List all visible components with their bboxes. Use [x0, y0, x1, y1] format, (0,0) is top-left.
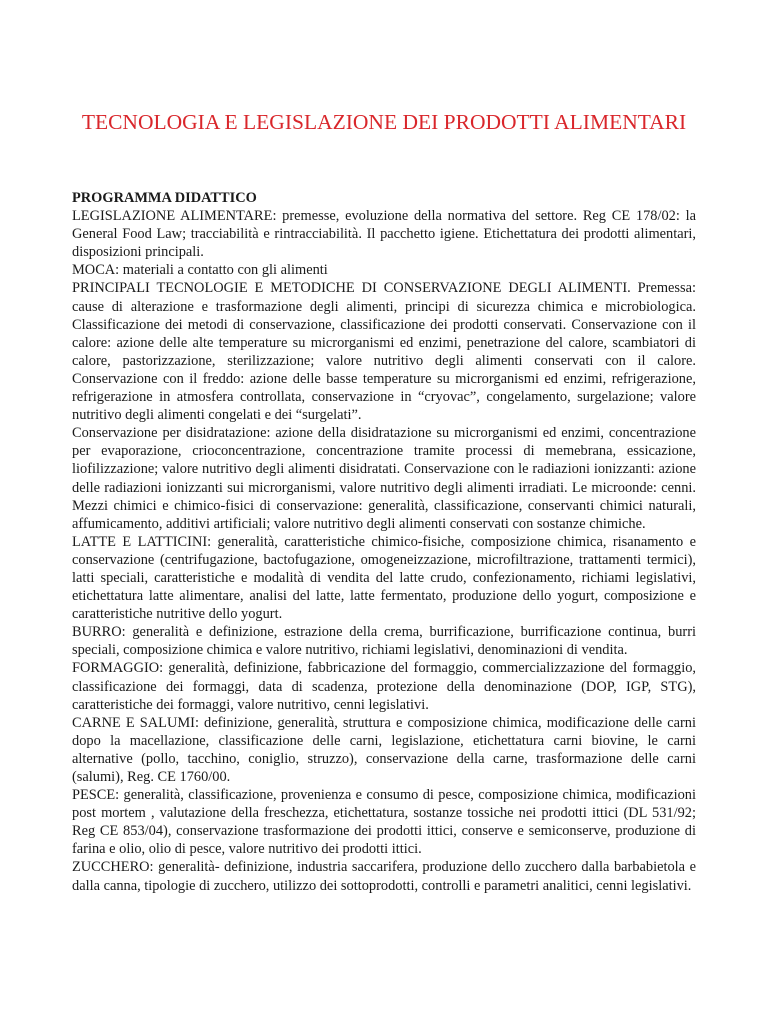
- paragraph-zucchero: ZUCCHERO: generalità- definizione, industria saccarifera, produzione dello zucchero dalla barbabietola e dalla canna, tipologie di zucchero, utilizzo dei sottoprodotti, controlli e parametri analitici, cenni legislativi.: [72, 859, 696, 894]
- paragraph-latte: LATTE E LATTICINI: generalità, caratteristiche chimico-fisiche, composizione chimica, risanamento e conservazione (centrifugazione, bactofugazione, omogeneizzazione, microfiltrazione, trattamenti termici), latti speciali, caratteristiche e modalità di vendita del latte crudo, confezionamento, richiami legislativi, etichettatura latte alimentare, analisi del latte, latte fermentato, produzione dello yogurt, composizione e caratteristiche nutritive dello yogurt.: [72, 533, 696, 623]
- section-heading: PROGRAMMA DIDATTICO: [72, 190, 257, 206]
- document-title: TECNOLOGIA E LEGISLAZIONE DEI PRODOTTI ALIMENTARI: [81, 110, 687, 134]
- document-body: [72, 189, 696, 895]
- paragraph-carne: CARNE E SALUMI: definizione, generalità, struttura e composizione chimica, modificazione delle carni dopo la macellazione, classificazione delle carni, legislazione, etichettatura carni biovine, le carni alternative (pollo, tacchino, coniglio, struzzo), conservazione della carne, trasformazione delle carni (salumi), Reg. CE 1760/00.: [72, 714, 696, 785]
- paragraph-tecnologie-conservazione: PRINCIPALI TECNOLOGIE E METODICHE DI CONSERVAZIONE DEGLI ALIMENTI. Premessa: cause di alterazione e trasformazione degli alimenti, principi di sicurezza chimica e microbiologica. Classificazione dei metodi di conservazione, classificazione dei prodotti conservati. Conservazione con il calore: azione delle alte temperature su microrganismi ed enzimi, penetrazione del calore, scambiatori di calore, pastorizzazione, sterilizzazione; valore nutritivo degli alimenti conservati con il calore. Conservazione con il freddo: azione delle basse temperature su microrganismi ed enzimi, refrigerazione, refrigerazione in atmosfera controllata, conservazione in “cryovac”, congelamento, surgelazione; valore nutritivo degli alimenti congelati e dei “surgelati”.: [72, 280, 696, 424]
- paragraph-pesce: PESCE: generalità, classificazione, provenienza e consumo di pesce, composizione chimica, modificazioni post mortem , valutazione della freschezza, etichettatura, sostanze tossiche nei prodotti ittici (DL 531/92; Reg CE 853/04), conservazione trasformazione dei prodotti ittici, conserve e semiconserve, produzione di farina e olio, olio di pesce, valore nutritivo dei prodotti ittici.: [72, 787, 696, 858]
- paragraph-disidratazione: Conservazione per disidratazione: azione della disidratazione su microrganismi ed enzimi, concentrazione per evaporazione, crioconcentrazione, concentrazione tramite processi di memebrana, essicazione, liofilizzazione; valore nutritivo degli alimenti disidratati. Conservazione con le radiazioni ionizzanti: azione delle radiazioni ionizzanti sui microrganismi, valore nutritivo degli alimenti irradiati. Le microonde: cenni. Mezzi chimici e chimico-fisici di conservazione: generalità, classificazione, conservanti chimici naturali, affumicamento, additivi artificiali; valore nutritivo degli alimenti conservati con sostanze chimiche.: [72, 425, 696, 532]
- paragraph-burro: BURRO: generalità e definizione, estrazione della crema, burrificazione, burrificazione continua, burri speciali, composizione chimica e valore nutritivo, richiami legislativi, denominazioni di vendita.: [72, 624, 696, 659]
- paragraph-moca: MOCA: materiali a contatto con gli alimenti: [72, 262, 328, 279]
- paragraph-legislazione: LEGISLAZIONE ALIMENTARE: premesse, evoluzione della normativa del settore. Reg CE 178/02: la General Food Law; tracciabilità e rintracciabilità. Il pacchetto igiene. Etichettatura dei prodotti alimentari, disposizioni principali.: [72, 208, 696, 261]
- paragraph-formaggio: FORMAGGIO: generalità, definizione, fabbricazione del formaggio, commercializzazione del formaggio, classificazione dei formaggi, data di scadenza, protezione della denominazione (DOP, IGP, STG), caratteristiche dei formaggi, valore nutritivo, cenni legislativi.: [72, 660, 696, 713]
